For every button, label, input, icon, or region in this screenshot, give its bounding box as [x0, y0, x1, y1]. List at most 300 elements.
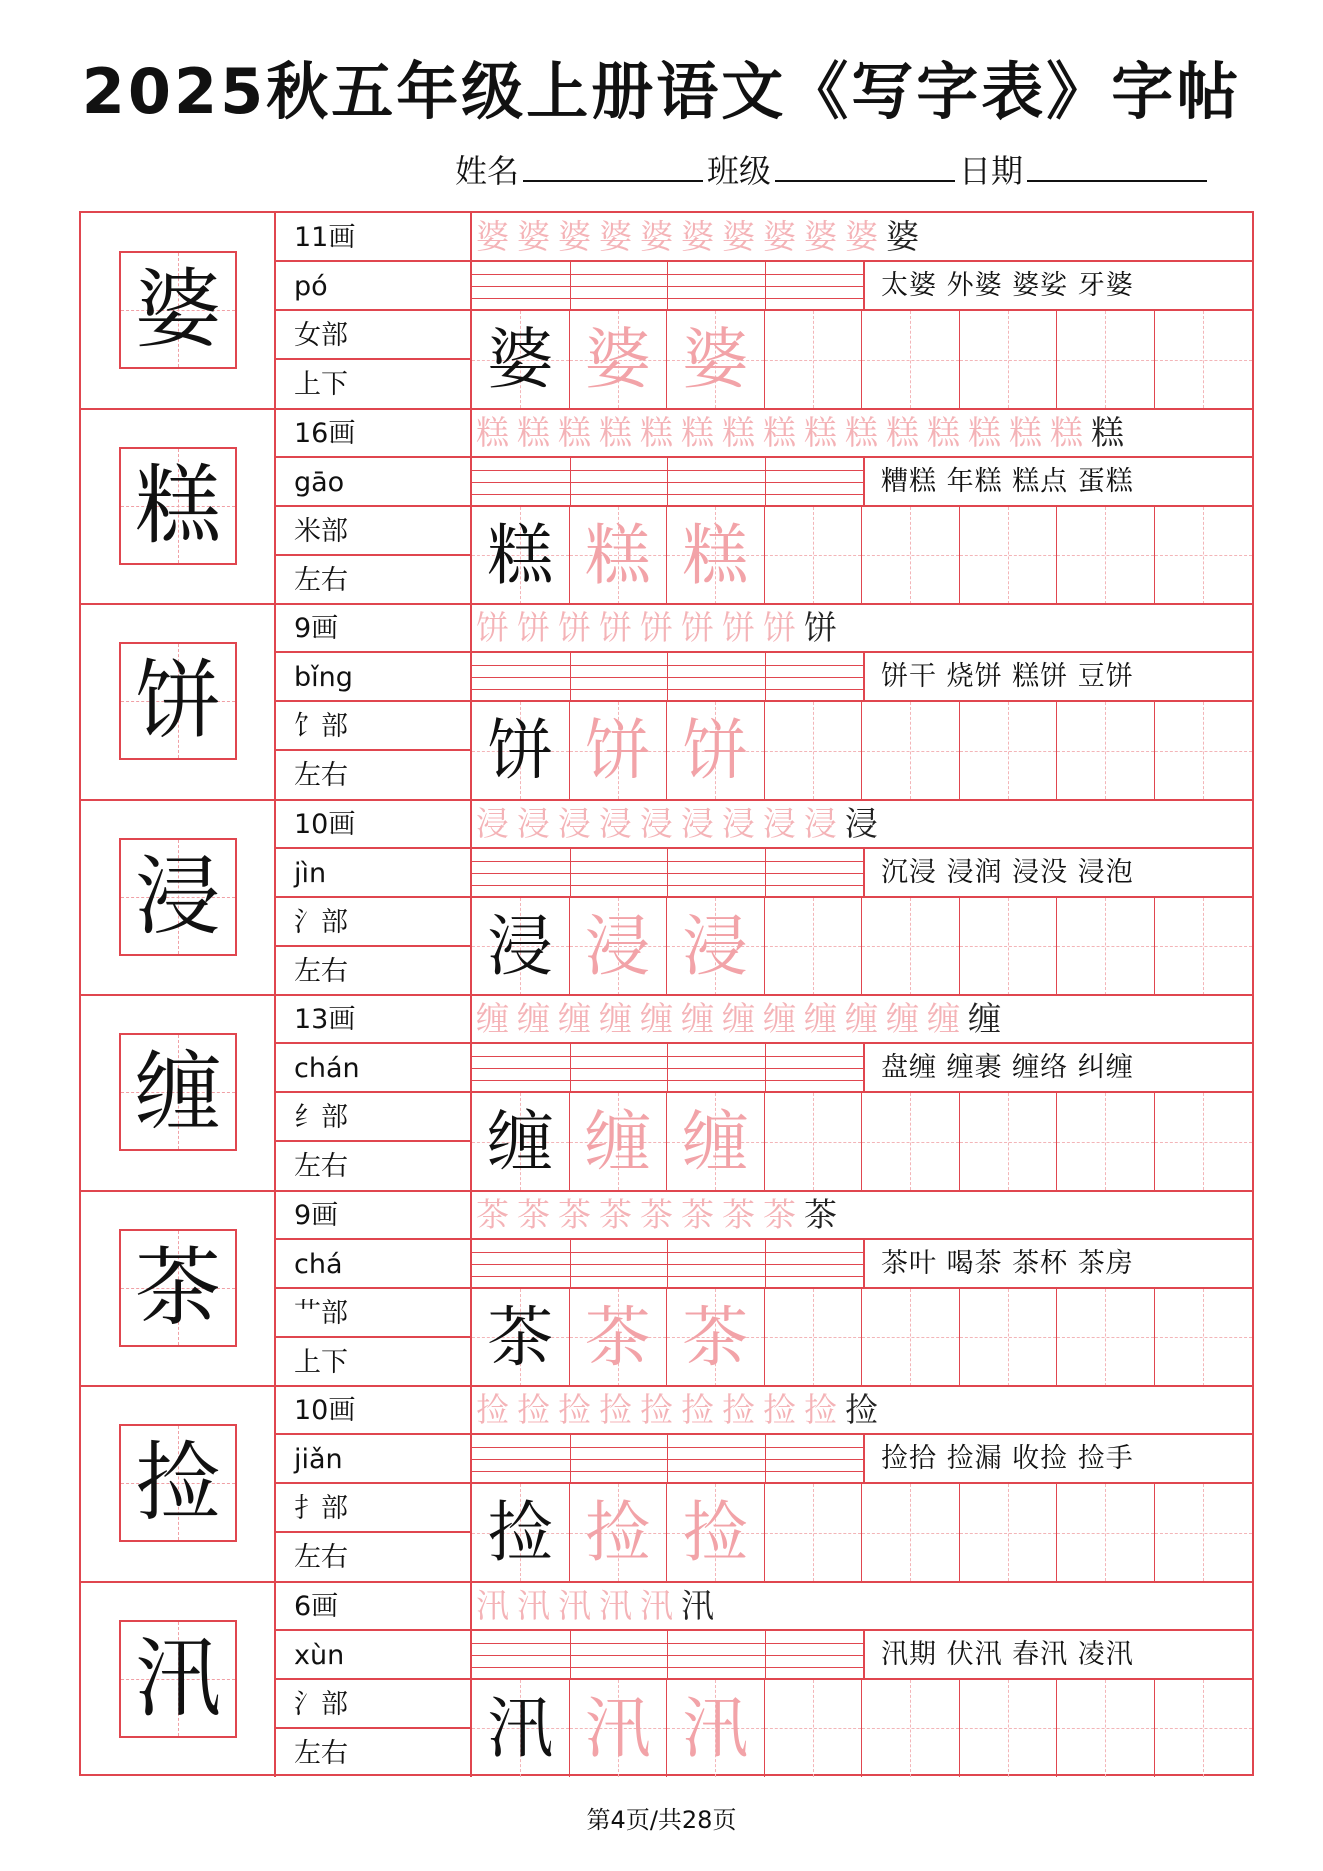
stroke-step: 汛	[476, 1585, 509, 1625]
trace-char: 缠	[584, 1103, 651, 1180]
model-char: 捡	[135, 1433, 221, 1533]
stroke-step: 浸	[681, 803, 714, 843]
sample-char: 茶	[487, 1298, 554, 1376]
stroke-order-strip	[472, 1191, 1252, 1240]
example-words: 盘缠 缠裹 缠络 纠缠	[863, 1044, 1252, 1091]
pinyin-writing-lines[interactable]	[472, 653, 863, 700]
pinyin: jiǎn	[276, 1435, 470, 1484]
stroke-step: 汛	[681, 1585, 714, 1625]
example-words: 沉浸 浸润 浸没 浸泡	[863, 849, 1252, 896]
sample-cell	[472, 1484, 570, 1581]
practice-cell[interactable]	[1155, 1093, 1253, 1190]
pinyin-writing-lines[interactable]	[472, 1631, 863, 1678]
trace-char: 汛	[682, 1689, 749, 1767]
stroke-step: 婆	[763, 217, 796, 256]
student-info-line	[455, 146, 1211, 192]
pinyin-words-band	[472, 1044, 1252, 1093]
model-char-column	[81, 800, 276, 996]
stroke-step: 糕	[1091, 412, 1124, 452]
stroke-count: 13画	[276, 995, 470, 1044]
stroke-step: 糕	[517, 412, 550, 452]
practice-cell[interactable]	[1057, 898, 1155, 995]
practice-cell[interactable]	[1057, 1093, 1155, 1190]
practice-cell[interactable]	[765, 702, 863, 799]
pinyin-words-band	[472, 653, 1252, 702]
stroke-step: 饼	[517, 608, 550, 647]
practice-cell[interactable]	[960, 1093, 1058, 1190]
trace-char: 茶	[584, 1298, 651, 1376]
sample-char: 汛	[487, 1689, 554, 1767]
stroke-step: 糕	[763, 412, 796, 452]
stroke-step: 汛	[640, 1585, 673, 1625]
stroke-step: 浸	[476, 803, 509, 843]
practice-cell[interactable]	[1155, 1680, 1253, 1777]
pinyin-words-band	[472, 458, 1252, 507]
sample-cell	[570, 1680, 668, 1777]
stroke-step: 捡	[722, 1390, 755, 1429]
practice-area	[472, 1191, 1252, 1387]
stroke-step: 汛	[599, 1585, 632, 1625]
trace-char: 婆	[584, 321, 651, 398]
writing-grid	[472, 1680, 1252, 1777]
practice-cell[interactable]	[1057, 1484, 1155, 1581]
stroke-step: 浸	[804, 803, 837, 843]
practice-cell[interactable]	[862, 507, 960, 604]
sample-cell	[667, 1093, 765, 1190]
stroke-step: 茶	[640, 1194, 673, 1234]
char-row	[81, 409, 1252, 605]
practice-cell[interactable]	[1057, 1289, 1155, 1386]
sample-cell	[570, 507, 668, 604]
trace-char: 浸	[682, 907, 749, 985]
writing-grid	[472, 1289, 1252, 1386]
stroke-count: 10画	[276, 800, 470, 849]
name-blank[interactable]	[523, 152, 703, 182]
practice-cell[interactable]	[1057, 507, 1155, 604]
example-words: 太婆 外婆 婆娑 牙婆	[863, 262, 1252, 309]
model-char-box	[119, 838, 237, 956]
structure: 左右	[294, 1542, 348, 1573]
stroke-step: 缠	[927, 999, 960, 1038]
stroke-step: 缠	[886, 999, 919, 1038]
stroke-step: 浸	[763, 803, 796, 843]
stroke-step: 捡	[681, 1390, 714, 1429]
practice-cell[interactable]	[1057, 311, 1155, 408]
structure: 左右	[294, 1737, 348, 1769]
stroke-step: 缠	[845, 999, 878, 1038]
practice-cell[interactable]	[862, 1484, 960, 1581]
practice-cell[interactable]	[765, 507, 863, 604]
stroke-step: 婆	[558, 217, 591, 256]
stroke-step: 浸	[599, 803, 632, 843]
pinyin-writing-lines[interactable]	[472, 458, 863, 505]
trace-char: 饼	[682, 712, 749, 789]
model-char-box	[119, 251, 237, 369]
practice-area	[472, 995, 1252, 1191]
sample-cell	[667, 1680, 765, 1777]
stroke-step: 茶	[517, 1194, 550, 1234]
stroke-step: 浸	[722, 803, 755, 843]
sample-cell	[472, 1289, 570, 1386]
sample-cell	[667, 507, 765, 604]
char-row	[81, 1191, 1252, 1387]
stroke-step: 饼	[722, 608, 755, 647]
stroke-step: 缠	[558, 999, 591, 1038]
stroke-step: 饼	[763, 608, 796, 647]
stroke-count: 10画	[276, 1386, 470, 1435]
stroke-step: 饼	[804, 608, 837, 647]
stroke-step: 茶	[476, 1194, 509, 1234]
sample-cell	[472, 898, 570, 995]
sample-cell	[570, 898, 668, 995]
stroke-order-strip	[472, 995, 1252, 1044]
sample-cell	[472, 702, 570, 799]
practice-cell[interactable]	[765, 311, 863, 408]
practice-cell[interactable]	[960, 507, 1058, 604]
practice-area	[472, 409, 1252, 605]
trace-char: 饼	[584, 712, 651, 789]
model-char-box	[119, 1229, 237, 1347]
stroke-step: 糕	[1009, 412, 1042, 452]
model-char: 糕	[135, 455, 221, 556]
practice-cell[interactable]	[1155, 311, 1253, 408]
model-char-column	[81, 213, 276, 409]
stroke-step: 糕	[845, 412, 878, 452]
trace-char: 捡	[584, 1494, 651, 1571]
trace-char: 浸	[584, 907, 651, 985]
sample-char: 饼	[487, 712, 554, 789]
example-words: 捡拾 捡漏 收捡 捡手	[863, 1435, 1252, 1482]
pinyin-writing-lines[interactable]	[472, 1044, 863, 1091]
char-row	[81, 800, 1252, 996]
pinyin: bǐng	[276, 653, 470, 702]
writing-grid	[472, 507, 1252, 604]
stroke-step: 饼	[681, 608, 714, 647]
stroke-step: 婆	[517, 217, 550, 256]
stroke-step: 婆	[599, 217, 632, 256]
sample-char: 糕	[487, 516, 554, 594]
stroke-step: 婆	[476, 217, 509, 256]
sample-cell	[472, 507, 570, 604]
practice-cell[interactable]	[960, 1289, 1058, 1386]
date-label: 日期	[959, 152, 1024, 190]
radical: 饣部	[276, 702, 470, 751]
stroke-step: 糕	[968, 412, 1001, 452]
stroke-step: 婆	[640, 217, 673, 256]
practice-cell[interactable]	[960, 1484, 1058, 1581]
stroke-step: 捡	[640, 1390, 673, 1429]
stroke-step: 茶	[599, 1194, 632, 1234]
example-words: 饼干 烧饼 糕饼 豆饼	[863, 653, 1252, 700]
model-char: 饼	[135, 651, 221, 751]
stroke-order-strip	[472, 409, 1252, 458]
stroke-step: 缠	[599, 999, 632, 1038]
stroke-step: 捡	[558, 1390, 591, 1429]
stroke-order-strip	[472, 1582, 1252, 1631]
model-char-box	[119, 642, 237, 760]
model-char: 缠	[135, 1042, 221, 1142]
writing-grid	[472, 1484, 1252, 1581]
structure: 上下	[294, 1346, 348, 1378]
trace-char: 茶	[682, 1298, 749, 1376]
sample-char: 捡	[487, 1494, 554, 1571]
stroke-step: 浸	[640, 803, 673, 843]
trace-char: 糕	[584, 516, 651, 594]
stroke-step: 饼	[599, 608, 632, 647]
pinyin: xùn	[276, 1631, 470, 1680]
practice-cell[interactable]	[960, 898, 1058, 995]
stroke-step: 缠	[722, 999, 755, 1038]
page-number: 第4页/共28页	[586, 1806, 737, 1834]
sample-cell	[667, 1289, 765, 1386]
stroke-step: 汛	[517, 1585, 550, 1625]
practice-cell[interactable]	[1057, 1680, 1155, 1777]
pinyin: chán	[276, 1044, 470, 1093]
structure: 左右	[294, 955, 348, 987]
model-char-column	[81, 604, 276, 800]
practice-cell[interactable]	[765, 898, 863, 995]
radical: 女部	[276, 311, 470, 360]
example-words: 茶叶 喝茶 茶杯 茶房	[863, 1240, 1252, 1287]
practice-cell[interactable]	[1155, 1484, 1253, 1581]
writing-grid	[472, 702, 1252, 799]
stroke-step: 婆	[886, 217, 919, 256]
stroke-step: 缠	[804, 999, 837, 1038]
sample-char: 婆	[487, 321, 554, 398]
sample-char: 缠	[487, 1103, 554, 1180]
pinyin: pó	[276, 262, 470, 311]
practice-cell[interactable]	[765, 1484, 863, 1581]
radical: 米部	[276, 507, 470, 556]
practice-cell[interactable]	[960, 702, 1058, 799]
trace-char: 婆	[682, 321, 749, 398]
sample-cell	[472, 311, 570, 408]
pinyin-words-band	[472, 849, 1252, 898]
radical: 扌部	[276, 1484, 470, 1533]
model-char-box	[119, 447, 237, 565]
stroke-step: 饼	[558, 608, 591, 647]
pinyin-writing-lines[interactable]	[472, 1435, 863, 1482]
practice-cell[interactable]	[1155, 507, 1253, 604]
stroke-step: 婆	[845, 217, 878, 256]
model-char-box	[119, 1620, 237, 1738]
stroke-step: 缠	[763, 999, 796, 1038]
stroke-step: 糕	[558, 412, 591, 452]
sample-cell	[472, 1093, 570, 1190]
radical: 氵部	[276, 1680, 470, 1729]
stroke-step: 捡	[804, 1390, 837, 1429]
model-char-column	[81, 409, 276, 605]
trace-char: 捡	[682, 1494, 749, 1571]
pinyin-writing-lines[interactable]	[472, 849, 863, 896]
stroke-step: 糕	[927, 412, 960, 452]
trace-char: 糕	[682, 516, 749, 594]
model-char: 浸	[135, 846, 221, 947]
char-info-column	[276, 995, 472, 1191]
practice-cell[interactable]	[862, 898, 960, 995]
practice-cell[interactable]	[1155, 898, 1253, 995]
stroke-step: 糕	[476, 412, 509, 452]
stroke-step: 饼	[476, 608, 509, 647]
radical: 氵部	[276, 898, 470, 947]
sample-cell	[570, 1289, 668, 1386]
stroke-step: 茶	[558, 1194, 591, 1234]
stroke-count: 6画	[276, 1582, 470, 1631]
practice-cell[interactable]	[862, 311, 960, 408]
practice-cell[interactable]	[765, 1289, 863, 1386]
pinyin-words-band	[472, 1435, 1252, 1484]
practice-area	[472, 604, 1252, 800]
sample-cell	[570, 1484, 668, 1581]
pinyin: gāo	[276, 458, 470, 507]
practice-cell[interactable]	[1155, 702, 1253, 799]
pinyin-writing-lines[interactable]	[472, 1240, 863, 1287]
stroke-step: 捡	[517, 1390, 550, 1429]
pinyin: chá	[276, 1240, 470, 1289]
practice-area	[472, 1582, 1252, 1778]
practice-cell[interactable]	[862, 1289, 960, 1386]
page-title: 2025秋五年级上册语文《写字表》字帖	[81, 55, 1242, 128]
char-info-column	[276, 800, 472, 996]
stroke-step: 婆	[681, 217, 714, 256]
char-info-column	[276, 1191, 472, 1387]
sample-cell	[570, 311, 668, 408]
char-info-column	[276, 604, 472, 800]
stroke-step: 汛	[558, 1585, 591, 1625]
stroke-order-strip	[472, 604, 1252, 653]
class-label: 班级	[707, 152, 772, 190]
pinyin-words-band	[472, 262, 1252, 311]
char-row	[81, 604, 1252, 800]
stroke-step: 饼	[640, 608, 673, 647]
sample-cell	[667, 1484, 765, 1581]
sample-cell	[667, 898, 765, 995]
stroke-step: 缠	[968, 999, 1001, 1038]
model-char: 茶	[135, 1237, 221, 1338]
trace-char: 缠	[682, 1103, 749, 1180]
structure: 上下	[294, 369, 348, 400]
stroke-step: 捡	[599, 1390, 632, 1429]
stroke-step: 茶	[804, 1194, 837, 1234]
stroke-step: 糕	[804, 412, 837, 452]
practice-cell[interactable]	[862, 702, 960, 799]
class-blank[interactable]	[775, 152, 955, 182]
model-char-column	[81, 995, 276, 1191]
sample-cell	[667, 702, 765, 799]
radical: 艹部	[276, 1289, 470, 1338]
stroke-step: 茶	[681, 1194, 714, 1234]
stroke-step: 浸	[517, 803, 550, 843]
practice-cell[interactable]	[862, 1680, 960, 1777]
char-info-column	[276, 1386, 472, 1582]
stroke-step: 缠	[517, 999, 550, 1038]
stroke-step: 糕	[886, 412, 919, 452]
stroke-step: 糕	[599, 412, 632, 452]
stroke-step: 糕	[681, 412, 714, 452]
practice-sheet	[79, 211, 1254, 1776]
stroke-step: 糕	[722, 412, 755, 452]
practice-cell[interactable]	[960, 311, 1058, 408]
name-label: 姓名	[455, 152, 520, 190]
char-row	[81, 1386, 1252, 1582]
practice-cell[interactable]	[862, 1093, 960, 1190]
trace-char: 汛	[584, 1689, 651, 1767]
model-char-box	[119, 1033, 237, 1151]
practice-cell[interactable]	[765, 1093, 863, 1190]
char-info-column	[276, 409, 472, 605]
stroke-step: 缠	[640, 999, 673, 1038]
pinyin-words-band	[472, 1631, 1252, 1680]
sample-cell	[667, 311, 765, 408]
model-char-column	[81, 1191, 276, 1387]
stroke-step: 缠	[681, 999, 714, 1038]
stroke-step: 浸	[845, 803, 878, 843]
stroke-step: 茶	[722, 1194, 755, 1234]
sample-cell	[570, 702, 668, 799]
structure: 左右	[294, 760, 348, 791]
model-char-box	[119, 1424, 237, 1542]
pinyin-writing-lines[interactable]	[472, 262, 863, 309]
structure: 左右	[294, 1151, 348, 1182]
radical: 纟部	[276, 1093, 470, 1142]
practice-cell[interactable]	[1155, 1289, 1253, 1386]
stroke-step: 捡	[845, 1390, 878, 1429]
stroke-order-strip	[472, 800, 1252, 849]
stroke-step: 婆	[804, 217, 837, 256]
stroke-step: 缠	[476, 999, 509, 1038]
stroke-count: 11画	[276, 213, 470, 262]
char-row	[81, 1582, 1252, 1778]
stroke-step: 茶	[763, 1194, 796, 1234]
model-char: 婆	[135, 260, 221, 360]
structure: 左右	[294, 564, 348, 596]
stroke-step: 糕	[1050, 412, 1083, 452]
practice-area	[472, 213, 1252, 409]
example-words: 汛期 伏汛 春汛 凌汛	[863, 1631, 1252, 1678]
practice-cell[interactable]	[960, 1680, 1058, 1777]
char-row	[81, 995, 1252, 1191]
stroke-order-strip	[472, 213, 1252, 262]
writing-grid	[472, 1093, 1252, 1190]
stroke-count: 9画	[276, 1191, 470, 1240]
practice-area	[472, 1386, 1252, 1582]
model-char-column	[81, 1386, 276, 1582]
stroke-count: 9画	[276, 604, 470, 653]
stroke-order-strip	[472, 1386, 1252, 1435]
model-char: 汛	[135, 1628, 221, 1729]
stroke-step: 婆	[722, 217, 755, 256]
model-char-column	[81, 1582, 276, 1778]
example-words: 糟糕 年糕 糕点 蛋糕	[863, 458, 1252, 505]
writing-grid	[472, 898, 1252, 995]
stroke-step: 糕	[640, 412, 673, 452]
stroke-count: 16画	[276, 409, 470, 458]
pinyin-words-band	[472, 1240, 1252, 1289]
practice-cell[interactable]	[1057, 702, 1155, 799]
sample-cell	[570, 1093, 668, 1190]
writing-grid	[472, 311, 1252, 408]
char-info-column	[276, 1582, 472, 1778]
pinyin: jìn	[276, 849, 470, 898]
practice-cell[interactable]	[765, 1680, 863, 1777]
sample-char: 浸	[487, 907, 554, 985]
char-info-column	[276, 213, 472, 409]
char-row	[81, 213, 1252, 409]
stroke-step: 捡	[476, 1390, 509, 1429]
stroke-step: 浸	[558, 803, 591, 843]
practice-area	[472, 800, 1252, 996]
date-blank[interactable]	[1027, 152, 1207, 182]
